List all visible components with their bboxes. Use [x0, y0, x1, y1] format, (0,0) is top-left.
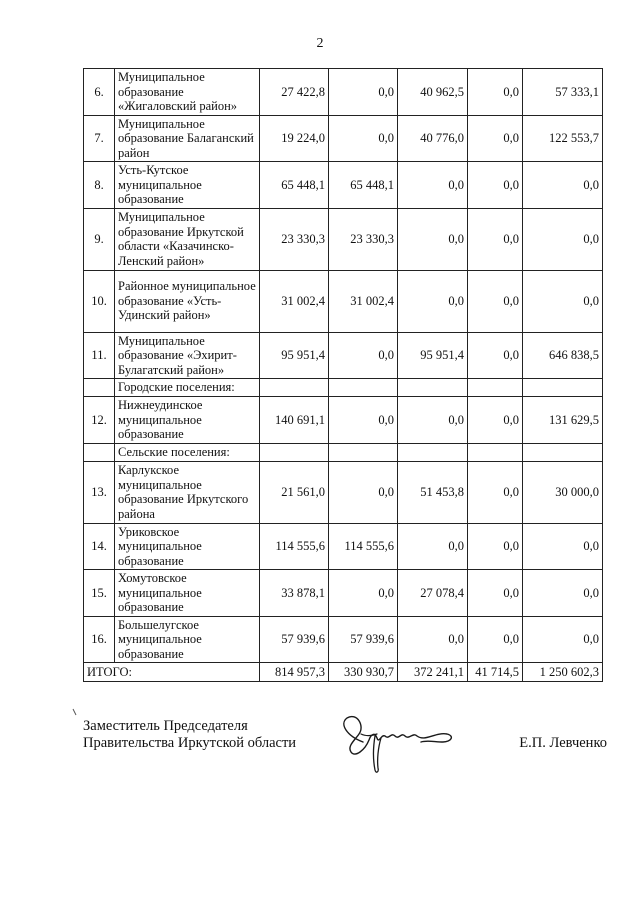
signer-title-line-1: Заместитель Председателя: [83, 718, 248, 734]
value-col-1: 57 939,6: [260, 616, 329, 663]
row-number: 8.: [84, 162, 115, 209]
total-value-5: 1 250 602,3: [523, 663, 603, 682]
scan-mark-icon: [72, 708, 78, 716]
value-col-4: 0,0: [468, 208, 523, 270]
value-col-1: 95 951,4: [260, 332, 329, 379]
section-empty-cell: [468, 379, 523, 397]
total-value-4: 41 714,5: [468, 663, 523, 682]
table-row: [84, 69, 603, 116]
total-value-3: 372 241,1: [398, 663, 468, 682]
value-col-2: 31 002,4: [329, 270, 398, 332]
value-col-3: 0,0: [398, 208, 468, 270]
value-col-4: 0,0: [468, 270, 523, 332]
table-row: [84, 616, 603, 663]
value-col-3: 0,0: [398, 270, 468, 332]
value-col-2: 57 939,6: [329, 616, 398, 663]
value-col-2: 0,0: [329, 397, 398, 444]
table-row: [84, 270, 603, 332]
section-empty-cell: [398, 379, 468, 397]
row-number: 9.: [84, 208, 115, 270]
municipality-name: Муниципальное образование Балаганский район: [115, 115, 260, 162]
table-row: [84, 115, 603, 162]
value-col-5: 646 838,5: [523, 332, 603, 379]
value-col-1: 33 878,1: [260, 570, 329, 617]
value-col-3: 0,0: [398, 162, 468, 209]
page-number: 2: [316, 36, 324, 51]
value-col-3: 0,0: [398, 397, 468, 444]
total-row: [84, 663, 603, 682]
value-col-2: 65 448,1: [329, 162, 398, 209]
section-empty-cell: [260, 443, 329, 461]
section-row-rural: [84, 443, 603, 461]
value-col-4: 0,0: [468, 523, 523, 570]
value-col-3: 95 951,4: [398, 332, 468, 379]
value-col-1: 21 561,0: [260, 461, 329, 523]
section-empty-cell: [398, 443, 468, 461]
section-empty-cell: [329, 379, 398, 397]
value-col-4: 0,0: [468, 69, 523, 116]
value-col-1: 23 330,3: [260, 208, 329, 270]
handwritten-signature-icon: [335, 712, 465, 778]
municipality-name: Большелугское муниципальное образование: [115, 616, 260, 663]
section-empty-cell: [523, 379, 603, 397]
value-col-1: 27 422,8: [260, 69, 329, 116]
table-row: [84, 332, 603, 379]
row-number: 12.: [84, 397, 115, 444]
row-number: 14.: [84, 523, 115, 570]
value-col-3: 40 962,5: [398, 69, 468, 116]
section-empty-cell: [329, 443, 398, 461]
row-number: 13.: [84, 461, 115, 523]
value-col-5: 0,0: [523, 616, 603, 663]
row-number: 11.: [84, 332, 115, 379]
value-col-4: 0,0: [468, 397, 523, 444]
value-col-2: 0,0: [329, 461, 398, 523]
municipality-name: Карлукское муниципальное образование Иркутского района: [115, 461, 260, 523]
value-col-3: 51 453,8: [398, 461, 468, 523]
row-number: 7.: [84, 115, 115, 162]
municipality-name: Муниципальное образование Иркутской области «Казачинско-Ленский район»: [115, 208, 260, 270]
value-col-2: 23 330,3: [329, 208, 398, 270]
value-col-1: 31 002,4: [260, 270, 329, 332]
section-number-cell: [84, 379, 115, 397]
municipality-name: Усть-Кутское муниципальное образование: [115, 162, 260, 209]
value-col-2: 0,0: [329, 332, 398, 379]
value-col-2: 114 555,6: [329, 523, 398, 570]
signer-title-line-2: Правительства Иркутской области: [83, 735, 297, 751]
table-row: [84, 162, 603, 209]
signature-block: [83, 718, 607, 798]
municipality-name: Муниципальное образование «Эхирит-Булагатский район»: [115, 332, 260, 379]
row-number: 10.: [84, 270, 115, 332]
value-col-1: 114 555,6: [260, 523, 329, 570]
value-col-5: 0,0: [523, 208, 603, 270]
table-row: [84, 397, 603, 444]
section-row-urban: [84, 379, 603, 397]
municipality-name: Уриковское муниципальное образование: [115, 523, 260, 570]
municipality-name: Районное муниципальное образование «Усть-Удинский район»: [115, 270, 260, 332]
value-col-4: 0,0: [468, 332, 523, 379]
value-col-1: 19 224,0: [260, 115, 329, 162]
value-col-5: 0,0: [523, 570, 603, 617]
signer-name: Е.П. Левченко: [519, 735, 607, 751]
total-label: ИТОГО:: [84, 663, 260, 682]
section-number-cell: [84, 443, 115, 461]
value-col-5: 0,0: [523, 523, 603, 570]
value-col-4: 0,0: [468, 115, 523, 162]
table-row: [84, 208, 603, 270]
value-col-5: 0,0: [523, 162, 603, 209]
value-col-3: 0,0: [398, 616, 468, 663]
value-col-4: 0,0: [468, 616, 523, 663]
value-col-2: 0,0: [329, 69, 398, 116]
value-col-2: 0,0: [329, 115, 398, 162]
section-empty-cell: [468, 443, 523, 461]
table-row: [84, 570, 603, 617]
total-value-1: 814 957,3: [260, 663, 329, 682]
value-col-4: 0,0: [468, 570, 523, 617]
municipality-name: Нижнеудинское муниципальное образование: [115, 397, 260, 444]
value-col-2: 0,0: [329, 570, 398, 617]
row-number: 16.: [84, 616, 115, 663]
value-col-5: 131 629,5: [523, 397, 603, 444]
municipality-name: Хомутовское муниципальное образование: [115, 570, 260, 617]
value-col-4: 0,0: [468, 162, 523, 209]
allocation-table: [83, 68, 603, 682]
value-col-3: 0,0: [398, 523, 468, 570]
row-number: 6.: [84, 69, 115, 116]
value-col-5: 122 553,7: [523, 115, 603, 162]
value-col-1: 65 448,1: [260, 162, 329, 209]
municipality-name: Муниципальное образование «Жигаловский район»: [115, 69, 260, 116]
signer-title: [83, 718, 296, 752]
table-row: [84, 461, 603, 523]
value-col-5: 57 333,1: [523, 69, 603, 116]
value-col-4: 0,0: [468, 461, 523, 523]
section-label: Городские поселения:: [115, 379, 260, 397]
section-label: Сельские поселения:: [115, 443, 260, 461]
total-value-2: 330 930,7: [329, 663, 398, 682]
value-col-5: 30 000,0: [523, 461, 603, 523]
value-col-5: 0,0: [523, 270, 603, 332]
value-col-3: 40 776,0: [398, 115, 468, 162]
value-col-1: 140 691,1: [260, 397, 329, 444]
row-number: 15.: [84, 570, 115, 617]
value-col-3: 27 078,4: [398, 570, 468, 617]
section-empty-cell: [523, 443, 603, 461]
section-empty-cell: [260, 379, 329, 397]
table-row: [84, 523, 603, 570]
